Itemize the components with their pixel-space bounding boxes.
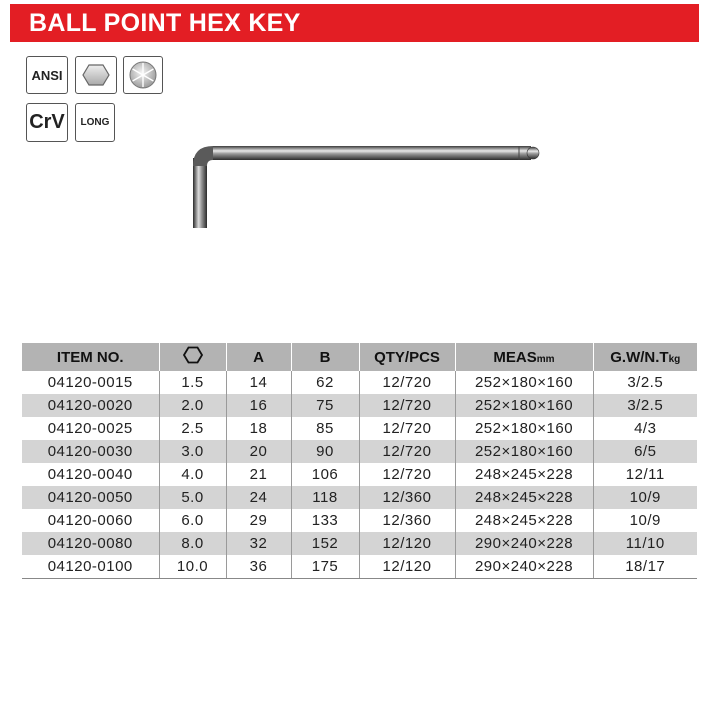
cell-size: 6.0 (159, 509, 226, 532)
cell-qty: 12/120 (359, 555, 455, 579)
cell-qty: 12/360 (359, 509, 455, 532)
cell-item: 04120-0100 (22, 555, 159, 579)
table-row (22, 509, 697, 532)
cell-gw: 6/5 (593, 440, 697, 463)
table-row (22, 371, 697, 394)
cell-a: 16 (226, 394, 291, 417)
cell-gw: 3/2.5 (593, 371, 697, 394)
cell-gw: 10/9 (593, 486, 697, 509)
long-badge (75, 103, 115, 142)
cell-a: 32 (226, 532, 291, 555)
spec-table (22, 343, 697, 579)
cell-meas: 248×245×228 (455, 463, 593, 486)
crv-badge (26, 103, 68, 142)
cell-a: 18 (226, 417, 291, 440)
table-row (22, 486, 697, 509)
cell-item: 04120-0015 (47, 374, 133, 391)
crv-label: CrV (29, 111, 65, 133)
cell-meas: 252×180×160 (455, 394, 593, 417)
cell-gw: 11/10 (593, 532, 697, 555)
cell-size: 4.0 (159, 463, 226, 486)
cell-meas: 248×245×228 (455, 509, 593, 532)
cell-b: 152 (291, 532, 359, 555)
cell-a: 29 (226, 509, 291, 532)
cell-gw: 10/9 (593, 509, 697, 532)
col-qty: QTY/PCS (359, 343, 455, 371)
cell-b: 133 (291, 509, 359, 532)
ansi-label: ANSI (31, 67, 63, 83)
cell-b: 62 (291, 371, 359, 394)
cell-b: 118 (291, 486, 359, 509)
cell-size: 2.5 (159, 417, 226, 440)
table-row (22, 555, 697, 579)
col-a: A (226, 343, 291, 371)
table-row (22, 463, 697, 486)
cell-meas: 252×180×160 (455, 440, 593, 463)
cell-item: 04120-0030 (22, 440, 159, 463)
table-row (22, 532, 697, 555)
cell-meas: 290×240×228 (455, 532, 593, 555)
cell-item: 04120-0040 (47, 466, 133, 483)
cell-gw: 4/3 (593, 417, 697, 440)
cell-meas: 290×240×228 (455, 555, 593, 579)
cell-qty: 12/720 (359, 440, 455, 463)
long-label: LONG (80, 117, 110, 128)
ball-end-icon (128, 60, 158, 90)
cell-size: 2.0 (159, 394, 226, 417)
table-header-row (22, 343, 697, 371)
ball-end-badge (123, 56, 163, 94)
cell-meas: 248×245×228 (455, 486, 593, 509)
cell-item: 04120-0050 (22, 486, 159, 509)
cell-item: 04120-0025 (47, 420, 133, 437)
table-row (22, 440, 697, 463)
hex-key-illustration (185, 136, 545, 236)
cell-qty: 12/720 (359, 463, 455, 486)
cell-size: 3.0 (159, 440, 226, 463)
cell-item: 04120-0020 (22, 394, 159, 417)
cell-qty: 12/120 (359, 532, 455, 555)
cell-a: 36 (226, 555, 291, 579)
cell-size: 1.5 (159, 371, 226, 394)
page-title: BALL POINT HEX KEY (29, 8, 301, 37)
cell-a: 21 (226, 463, 291, 486)
cell-a: 24 (226, 486, 291, 509)
cell-b: 85 (291, 417, 359, 440)
col-meas: MEASmm (455, 343, 593, 371)
cell-b: 90 (291, 440, 359, 463)
table-row (22, 394, 697, 417)
cell-gw: 18/17 (593, 555, 697, 579)
cell-b: 106 (291, 463, 359, 486)
cell-b: 175 (291, 555, 359, 579)
cell-qty: 12/720 (359, 417, 455, 440)
cell-item: 04120-0080 (22, 532, 159, 555)
hexagon-icon (183, 346, 203, 364)
cell-a: 14 (226, 371, 291, 394)
col-gw: G.W/N.Tkg (593, 343, 697, 371)
cell-a: 20 (226, 440, 291, 463)
cell-qty: 12/720 (359, 371, 455, 394)
cell-qty: 12/360 (359, 486, 455, 509)
cell-meas: 252×180×160 (455, 371, 593, 394)
col-b: B (291, 343, 359, 371)
ansi-badge (26, 56, 68, 94)
cell-size: 10.0 (159, 555, 226, 579)
col-hex-size (159, 343, 226, 371)
hexagon-icon (81, 63, 111, 87)
title-banner (10, 4, 699, 42)
cell-b: 75 (291, 394, 359, 417)
cell-qty: 12/720 (359, 394, 455, 417)
table-row (22, 417, 697, 440)
cell-meas: 252×180×160 (455, 417, 593, 440)
cell-gw: 12/11 (593, 463, 697, 486)
cell-item: 04120-0060 (47, 512, 133, 529)
cell-size: 5.0 (159, 486, 226, 509)
cell-gw: 3/2.5 (593, 394, 697, 417)
col-item-no: ITEM NO. (22, 343, 159, 371)
cell-size: 8.0 (159, 532, 226, 555)
hex-badge (75, 56, 117, 94)
